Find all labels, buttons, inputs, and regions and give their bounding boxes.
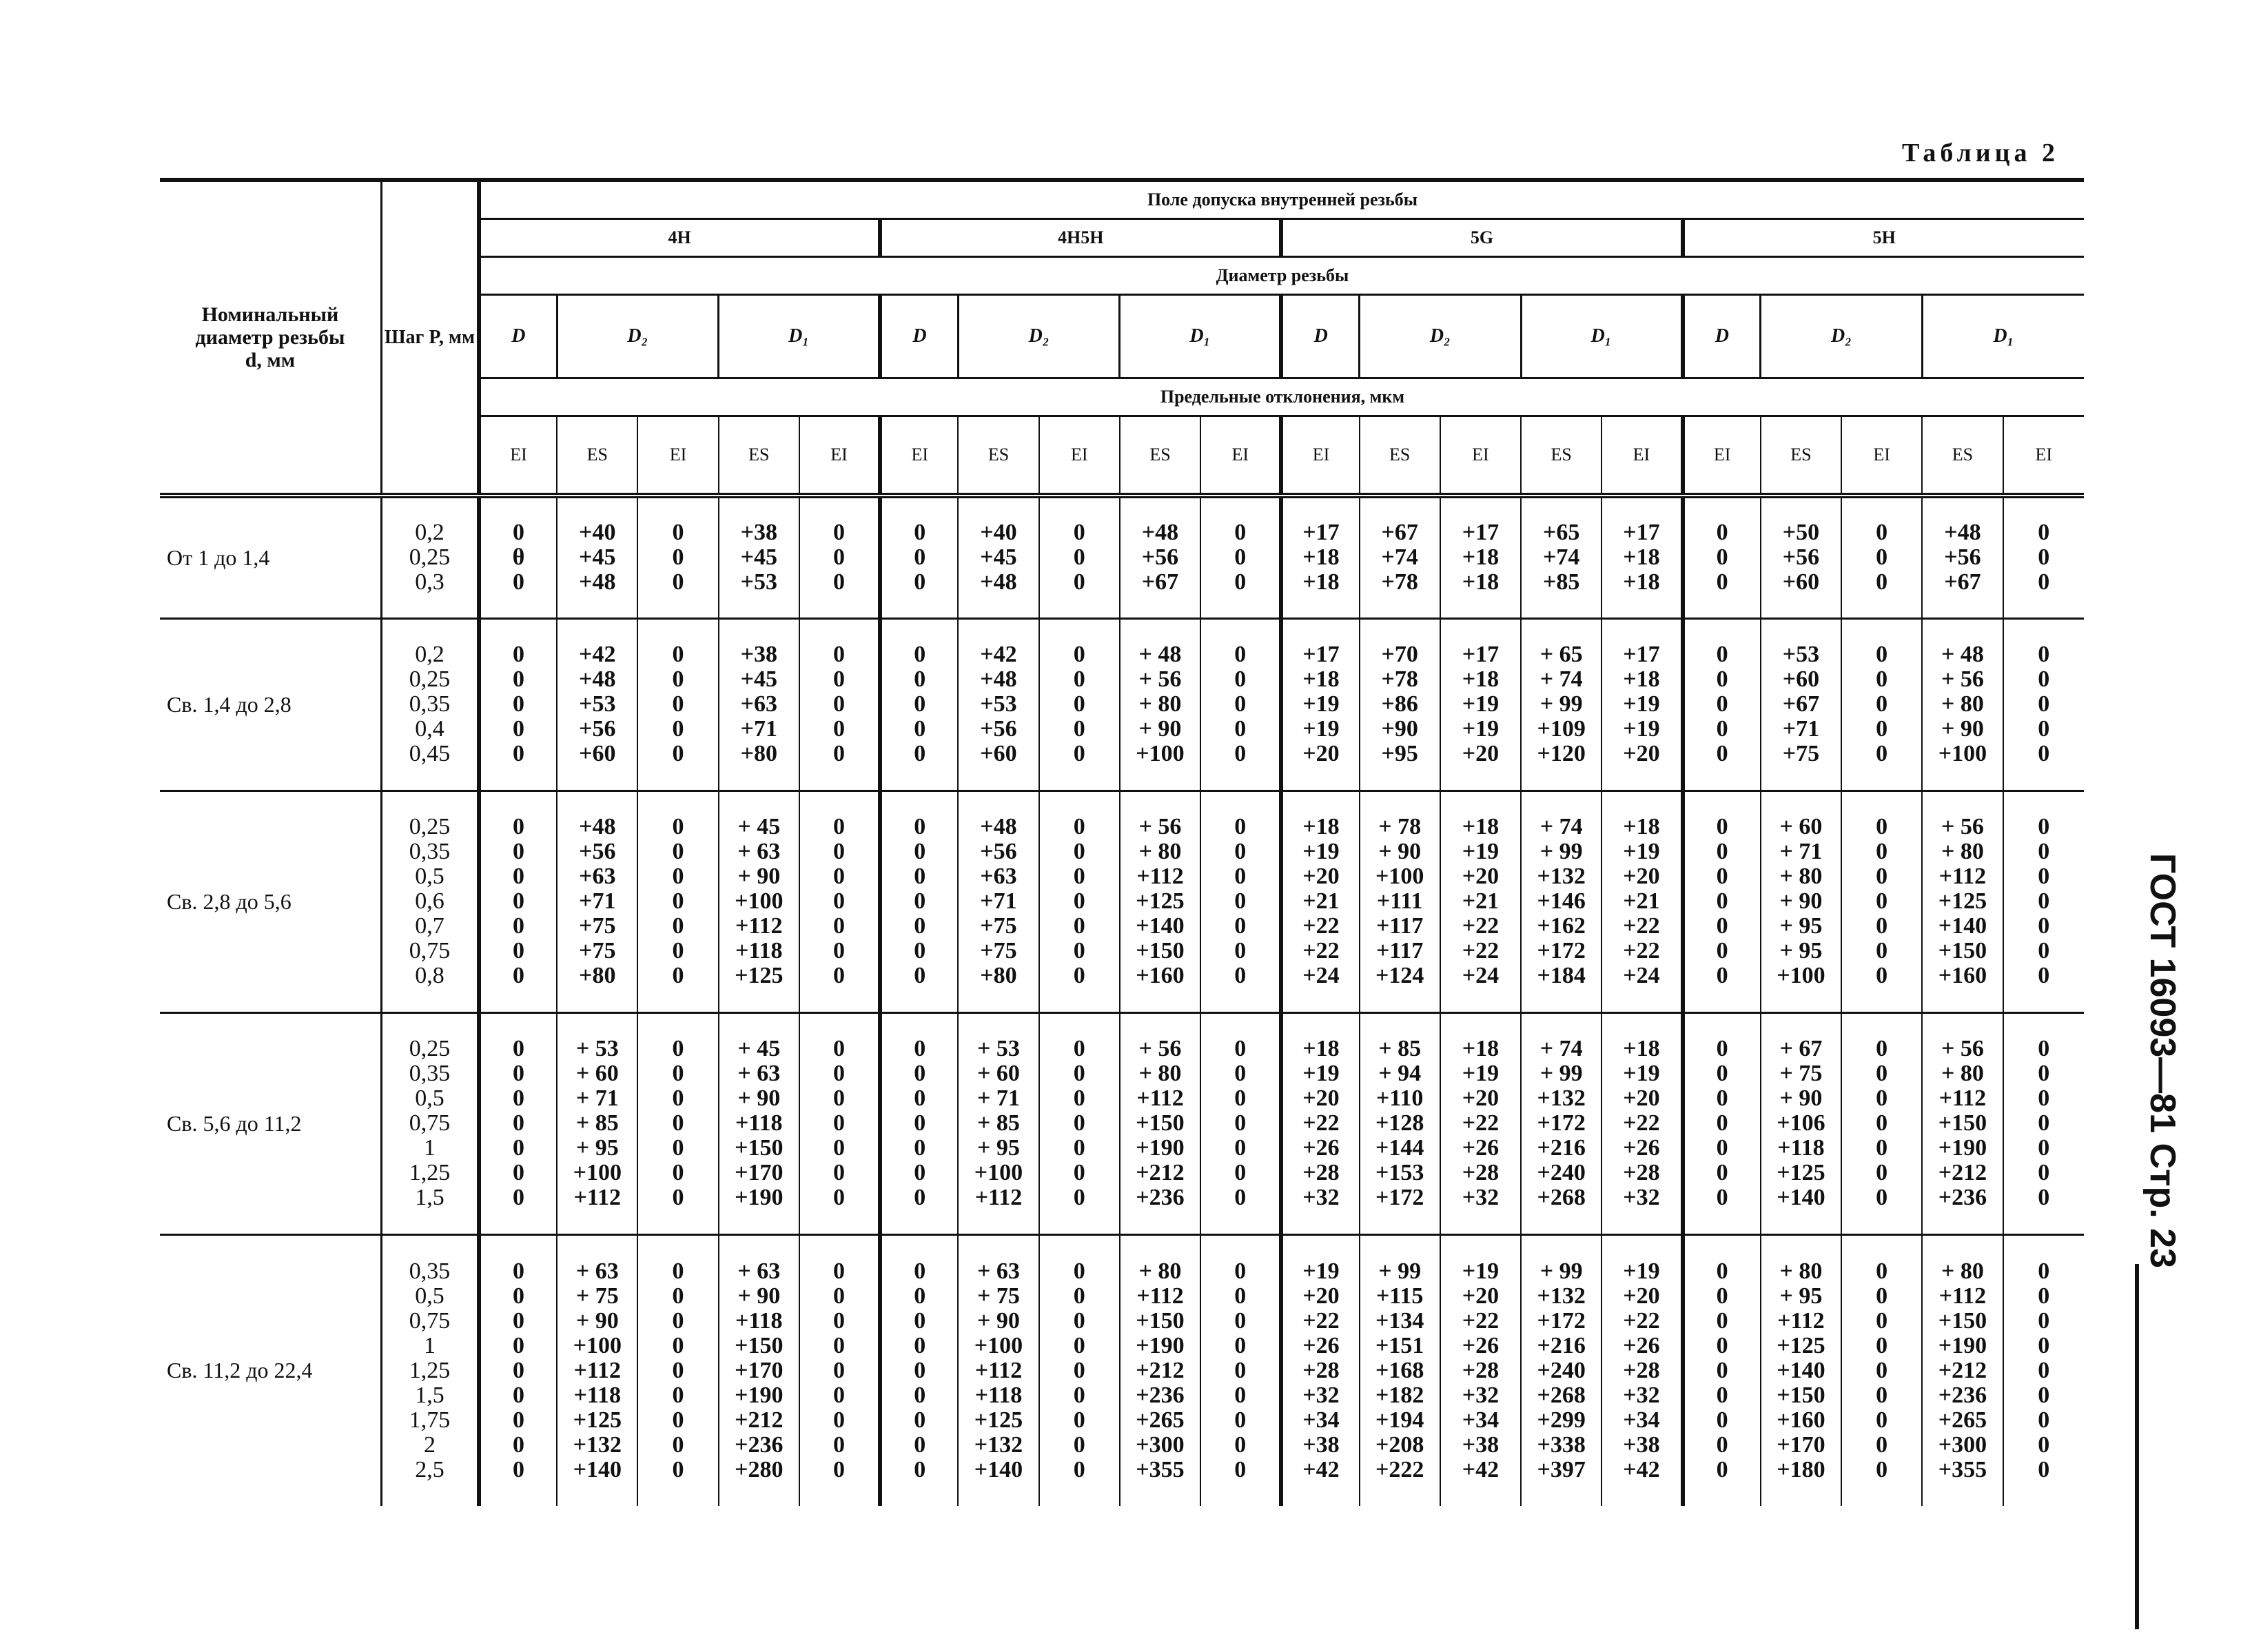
deviation-cell: 0 0 0 bbox=[1039, 496, 1120, 618]
deviation-ei-header: EI bbox=[1200, 416, 1281, 496]
deviation-cell: 0 0 0 bbox=[1841, 496, 1922, 618]
subheader-D2-2: D₂ bbox=[1360, 295, 1522, 378]
deviation-cell: + 63 + 75 + 90 +100 +112 +118 +125 +132 +140 bbox=[557, 1234, 637, 1506]
deviation-ei-header: EI bbox=[880, 416, 958, 496]
deviation-cell: +42 +48 +53 +56 +60 bbox=[958, 618, 1038, 791]
deviation-ei-header: EI bbox=[1841, 416, 1922, 496]
deviation-cell: 0 0 0 0 0 0 0 bbox=[1683, 791, 1761, 1012]
subheader-D2-0: D₂ bbox=[557, 295, 719, 378]
row-label: Св. 5,6 до 11,2 bbox=[160, 1012, 381, 1234]
deviation-cell: +17 +18 +18 bbox=[1440, 496, 1521, 618]
deviation-cell: 0 θ 0 bbox=[479, 496, 557, 618]
deviation-cell: 0 0 0 0 0 0 0 bbox=[880, 791, 958, 1012]
deviation-cell: +48 +56 +63 +71 +75 +75 +80 bbox=[958, 791, 1038, 1012]
subheader-D2-1: D₂ bbox=[958, 295, 1120, 378]
deviation-cell: 0 0 0 0 0 bbox=[1683, 618, 1761, 791]
deviation-cell: +70 +78 +86 +90 +95 bbox=[1360, 618, 1440, 791]
row-label: Св. 1,4 до 2,8 bbox=[160, 618, 381, 791]
deviation-cell: 0 0 0 bbox=[880, 496, 958, 618]
table-row bbox=[160, 1234, 2084, 1506]
deviation-es-header: ES bbox=[1761, 416, 1841, 496]
deviation-cell: +53 +60 +67 +71 +75 bbox=[1761, 618, 1841, 791]
deviation-cell: 0 0 0 0 0 0 0 0 0 bbox=[1039, 1234, 1120, 1506]
footer-rule bbox=[2135, 1264, 2139, 1629]
deviation-cell: 0 0 0 0 0 0 0 0 0 bbox=[880, 1234, 958, 1506]
subheader-D1-2: D₁ bbox=[1521, 295, 1683, 378]
subheader-D-1: D bbox=[880, 295, 958, 378]
deviation-cell: +18 +19 +20 +22 +26 +28 +32 bbox=[1440, 1012, 1521, 1234]
header-thread-diameter: Диаметр резьбы bbox=[479, 257, 2084, 295]
deviation-cell: + 53 + 60 + 71 + 85 + 95 +100 +112 bbox=[557, 1012, 637, 1234]
deviation-cell: 0 0 0 0 0 bbox=[880, 618, 958, 791]
deviation-cell: + 56 + 80 +112 +150 +190 +212 +236 bbox=[1120, 1012, 1200, 1234]
table-row bbox=[160, 1012, 2084, 1234]
field-4H: 4H bbox=[479, 219, 880, 257]
deviation-cell: + 80 +112 +150 +190 +212 +236 +265 +300 +355 bbox=[1120, 1234, 1200, 1506]
row-label: Св. 2,8 до 5,6 bbox=[160, 791, 381, 1012]
deviation-cell: +48 +56 +67 bbox=[1922, 496, 2003, 618]
deviation-cell: +38 +45 +53 bbox=[719, 496, 799, 618]
deviation-cell: +40 +45 +48 bbox=[958, 496, 1038, 618]
deviation-cell: 0 0 0 0 0 bbox=[637, 618, 718, 791]
table-row bbox=[160, 496, 2084, 618]
deviation-cell: +18 +19 +20 +22 +26 +28 +32 bbox=[1602, 1012, 1682, 1234]
deviation-cell: + 60 + 71 + 80 + 90 + 95 + 95 +100 bbox=[1761, 791, 1841, 1012]
deviation-es-header: ES bbox=[1120, 416, 1200, 496]
deviation-ei-header: EI bbox=[1440, 416, 1521, 496]
deviation-ei-header: EI bbox=[1602, 416, 1682, 496]
deviation-cell: 0 0 0 0 0 0 0 bbox=[1841, 1012, 1922, 1234]
table-body bbox=[160, 496, 2084, 1506]
deviation-cell: 0 0 0 0 0 0 0 bbox=[1200, 1012, 1281, 1234]
deviation-cell: 0 0 0 0 0 0 0 bbox=[880, 1012, 958, 1234]
deviation-cell: 0 0 0 0 0 0 0 0 0 bbox=[479, 1234, 557, 1506]
deviation-cell: 0 0 0 0 0 0 0 0 0 bbox=[2038, 1258, 2050, 1482]
deviation-cell: 0 0 0 0 0 0 0 bbox=[479, 791, 557, 1012]
deviation-cell: 0 0 0 0 0 0 0 bbox=[1039, 791, 1120, 1012]
deviation-cell: +65 +74 +85 bbox=[1521, 496, 1602, 618]
deviation-cell: 0 0 0 0 0 0 0 bbox=[1039, 1012, 1120, 1234]
deviation-cell: 0 0 0 0 0 0 0 0 0 bbox=[637, 1234, 718, 1506]
deviation-cell: + 65 + 74 + 99 +109 +120 bbox=[1521, 618, 1602, 791]
deviation-cell: +42 +48 +53 +56 +60 bbox=[557, 618, 637, 791]
deviation-cell: +17 +18 +18 bbox=[1281, 496, 1359, 618]
deviation-cell: 0 0 0 0 0 bbox=[799, 618, 880, 791]
deviation-cell: 0 0 0 0 0 bbox=[1841, 618, 1922, 791]
subheader-D1-3: D₁ bbox=[1922, 295, 2084, 378]
deviation-cell: +50 +56 +60 bbox=[1761, 496, 1841, 618]
deviation-cell: +48 +56 +63 +71 +75 +75 +80 bbox=[557, 791, 637, 1012]
deviation-cell: 0 0 0 bbox=[2038, 520, 2050, 595]
deviation-cell: + 85 + 94 +110 +128 +144 +153 +172 bbox=[1360, 1012, 1440, 1234]
deviation-cell: + 67 + 75 + 90 +106 +118 +125 +140 bbox=[1761, 1012, 1841, 1234]
deviation-cell: + 80 +112 +150 +190 +212 +236 +265 +300 +355 bbox=[1922, 1234, 2003, 1506]
deviation-cell: +19 +20 +22 +26 +28 +32 +34 +38 +42 bbox=[1281, 1234, 1359, 1506]
header-pitch: Шаг P, мм bbox=[381, 180, 479, 496]
deviation-ei-header: EI bbox=[637, 416, 718, 496]
deviation-es-header: ES bbox=[1360, 416, 1440, 496]
table-row bbox=[160, 618, 2084, 791]
deviation-cell: +18 +19 +20 +21 +22 +22 +24 bbox=[1602, 791, 1682, 1012]
pitch-values: 0,35 0,5 0,75 1 1,25 1,5 1,75 2 2,5 bbox=[381, 1234, 479, 1506]
deviation-cell: + 78 + 90 +100 +111 +117 +117 +124 bbox=[1360, 791, 1440, 1012]
deviation-cell: 0 0 0 0 0 0 0 0 0 bbox=[1200, 1234, 1281, 1506]
field-5G: 5G bbox=[1281, 219, 1682, 257]
deviation-cell: + 45 + 63 + 90 +100 +112 +118 +125 bbox=[719, 791, 799, 1012]
deviation-cell: + 56 + 80 +112 +150 +190 +212 +236 bbox=[1922, 1012, 2003, 1234]
deviation-ei-header: EI bbox=[1039, 416, 1120, 496]
deviation-cell: 0 0 0 bbox=[799, 496, 880, 618]
deviation-cell: 0 0 0 0 0 bbox=[479, 618, 557, 791]
deviation-cell: 0 0 0 bbox=[637, 496, 718, 618]
deviation-cell: 0 0 0 0 0 0 0 bbox=[1841, 791, 1922, 1012]
deviation-ei-header: EI bbox=[799, 416, 880, 496]
deviation-cell: +18 +19 +20 +21 +22 +22 +24 bbox=[1281, 791, 1359, 1012]
subheader-D2-3: D₂ bbox=[1761, 295, 1923, 378]
deviation-es-header: ES bbox=[958, 416, 1038, 496]
deviation-cell: 0 0 0 0 0 0 0 bbox=[637, 791, 718, 1012]
deviation-ei-header: EI bbox=[2035, 445, 2053, 465]
table-header bbox=[160, 180, 2084, 496]
subheader-D-0: D bbox=[479, 295, 557, 378]
deviation-cell: + 99 +132 +172 +216 +240 +268 +299 +338 +397 bbox=[1521, 1234, 1602, 1506]
deviation-cell: 0 0 0 bbox=[1200, 496, 1281, 618]
deviation-cell: 0 0 0 0 0 bbox=[1039, 618, 1120, 791]
deviation-cell: +38 +45 +63 +71 +80 bbox=[719, 618, 799, 791]
deviation-ei-header: EI bbox=[1683, 416, 1761, 496]
deviation-cell: +17 +18 +19 +19 +20 bbox=[1440, 618, 1521, 791]
deviation-cell: 0 0 0 0 0 0 0 0 0 bbox=[1841, 1234, 1922, 1506]
pitch-values: 0,25 0,35 0,5 0,6 0,7 0,75 0,8 bbox=[381, 791, 479, 1012]
header-limit-deviations: Предельные отклонения, мкм bbox=[479, 378, 2084, 416]
deviation-cell: 0 0 0 0 0 0 0 bbox=[2038, 1036, 2050, 1210]
subheader-D-3: D bbox=[1683, 295, 1761, 378]
deviation-ei-header: EI bbox=[479, 416, 557, 496]
deviation-cell: 0 0 0 0 0 0 0 bbox=[479, 1012, 557, 1234]
subheader-D1-0: D₁ bbox=[719, 295, 881, 378]
pitch-values: 0,25 0,35 0,5 0,75 1 1,25 1,5 bbox=[381, 1012, 479, 1234]
table-caption: Таблица 2 bbox=[1902, 139, 2060, 167]
header-nominal-diameter: Номинальный диаметр резьбы d, мм bbox=[160, 180, 381, 496]
deviation-cell: 0 0 0 0 0 0 0 bbox=[1200, 791, 1281, 1012]
deviation-cell: + 74 + 99 +132 +172 +216 +240 +268 bbox=[1521, 1012, 1602, 1234]
deviation-cell: + 80 + 95 +112 +125 +140 +150 +160 +170 +180 bbox=[1761, 1234, 1841, 1506]
deviation-cell: +19 +20 +22 +26 +28 +32 +34 +38 +42 bbox=[1440, 1234, 1521, 1506]
deviation-cell: +17 +18 +18 bbox=[1602, 496, 1682, 618]
deviation-cell: 0 0 0 0 0 0 0 bbox=[1683, 1012, 1761, 1234]
deviation-cell: 0 0 0 0 0 bbox=[1200, 618, 1281, 791]
tolerance-table bbox=[160, 178, 2084, 1506]
deviation-cell: + 53 + 60 + 71 + 85 + 95 +100 +112 bbox=[958, 1012, 1038, 1234]
deviation-cell: 0 0 0 0 0 0 0 0 0 bbox=[1683, 1234, 1761, 1506]
table-row bbox=[160, 791, 2084, 1012]
deviation-cell: +67 +74 +78 bbox=[1360, 496, 1440, 618]
pitch-values: 0,2 0,25 0,3 bbox=[381, 496, 479, 618]
deviation-cell: + 45 + 63 + 90 +118 +150 +170 +190 bbox=[719, 1012, 799, 1234]
subheader-D1-1: D₁ bbox=[1120, 295, 1282, 378]
deviation-cell: + 56 + 80 +112 +125 +140 +150 +160 bbox=[1922, 791, 2003, 1012]
deviation-cell: + 48 + 56 + 80 + 90 +100 bbox=[1922, 618, 2003, 791]
page-footer: ГОСТ 16093—81 Стр. 23 bbox=[2142, 853, 2182, 1268]
field-4H5H: 4H5H bbox=[880, 219, 1281, 257]
deviation-es-header: ES bbox=[719, 416, 799, 496]
subheader-D-2: D bbox=[1281, 295, 1359, 378]
deviation-cell: +40 +45 +48 bbox=[557, 496, 637, 618]
deviation-cell: +19 +20 +22 +26 +28 +32 +34 +38 +42 bbox=[1602, 1234, 1682, 1506]
deviation-cell: 0 0 0 bbox=[1683, 496, 1761, 618]
deviation-cell: +17 +18 +19 +19 +20 bbox=[1281, 618, 1359, 791]
deviation-cell: +48 +56 +67 bbox=[1120, 496, 1200, 618]
header-tolerance-field: Поле допуска внутренней резьбы bbox=[479, 180, 2084, 219]
field-5H: 5H bbox=[1683, 219, 2084, 257]
row-label: От 1 до 1,4 bbox=[160, 496, 381, 618]
deviation-cell: + 56 + 80 +112 +125 +140 +150 +160 bbox=[1120, 791, 1200, 1012]
deviation-cell: +18 +19 +20 +21 +22 +22 +24 bbox=[1440, 791, 1521, 1012]
deviation-cell: + 99 +115 +134 +151 +168 +182 +194 +208 +222 bbox=[1360, 1234, 1440, 1506]
deviation-cell: + 48 + 56 + 80 + 90 +100 bbox=[1120, 618, 1200, 791]
deviation-cell: 0 0 0 0 0 0 0 bbox=[799, 1012, 880, 1234]
deviation-cell: +18 +19 +20 +22 +26 +28 +32 bbox=[1281, 1012, 1359, 1234]
deviation-cell: 0 0 0 0 0 0 0 bbox=[637, 1012, 718, 1234]
deviation-cell: 0 0 0 0 0 0 0 0 0 bbox=[799, 1234, 880, 1506]
deviation-cell: 0 0 0 0 0 bbox=[2038, 642, 2050, 766]
deviation-es-header: ES bbox=[1922, 416, 2003, 496]
row-label: Св. 11,2 до 22,4 bbox=[160, 1234, 381, 1506]
deviation-ei-header: EI bbox=[1281, 416, 1359, 496]
deviation-es-header: ES bbox=[1521, 416, 1602, 496]
deviation-es-header: ES bbox=[557, 416, 637, 496]
deviation-cell: +17 +18 +19 +19 +20 bbox=[1602, 618, 1682, 791]
deviation-cell: + 63 + 90 +118 +150 +170 +190 +212 +236 +280 bbox=[719, 1234, 799, 1506]
pitch-values: 0,2 0,25 0,35 0,4 0,45 bbox=[381, 618, 479, 791]
deviation-cell: 0 0 0 0 0 0 0 bbox=[799, 791, 880, 1012]
deviation-cell: 0 0 0 0 0 0 0 bbox=[2038, 814, 2050, 988]
deviation-cell: + 63 + 75 + 90 +100 +112 +118 +125 +132 +140 bbox=[958, 1234, 1038, 1506]
deviation-cell: + 74 + 99 +132 +146 +162 +172 +184 bbox=[1521, 791, 1602, 1012]
